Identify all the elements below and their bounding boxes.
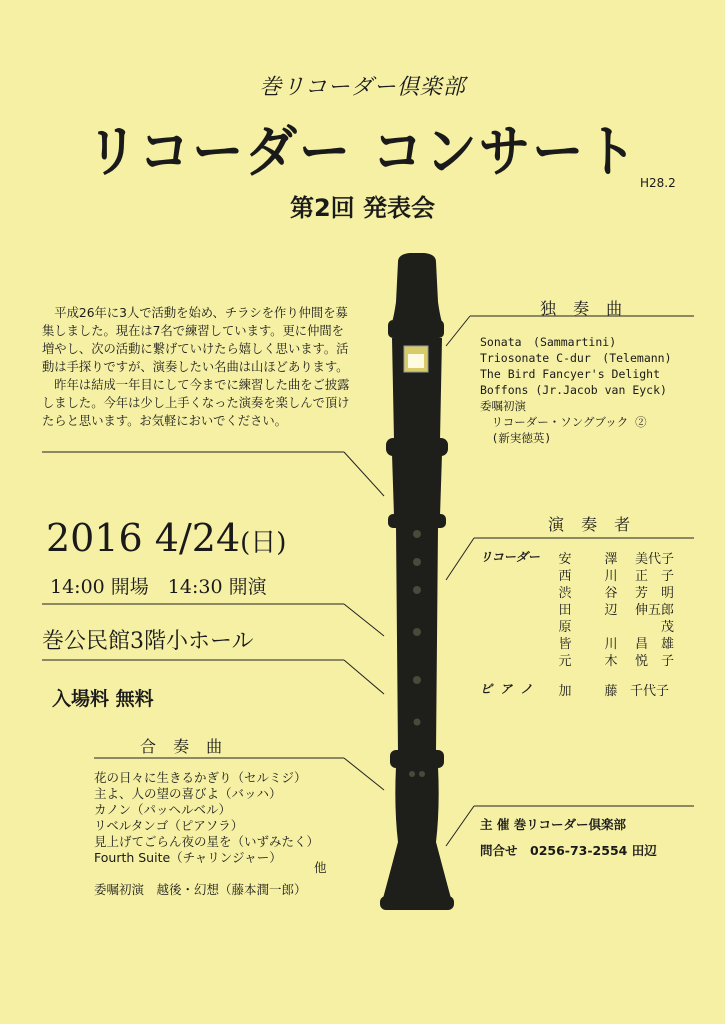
- list-item: 委嘱初演: [480, 399, 526, 413]
- list-item: Boffons (Jr.Jacob van Eyck): [480, 383, 667, 397]
- leader-line: [344, 452, 384, 496]
- list-item: 花の日々に生きるかぎり（セルミジ）: [94, 770, 307, 785]
- list-item: 主よ、人の望の喜びよ（バッハ）: [94, 786, 282, 801]
- ensemble-etc: 他: [314, 860, 327, 875]
- concert-title: リコーダー コンサート: [86, 120, 639, 185]
- intro-paragraph: 平成26年に3人で活動を始め、チラシを作り仲間を募集しました。現在は7名で練習しています。更に仲間を増やし、次の活動に繋げていけたら嬉しく思います。活動は手探りですが、演奏したい名曲は山ほどあります。: [42, 306, 349, 374]
- leader-line: [446, 806, 474, 846]
- performer-surname-1: 加: [558, 684, 572, 699]
- performer-surname-2: 藤: [604, 684, 618, 699]
- list-item: リベルタンゴ（ピアソラ）: [94, 818, 244, 833]
- leader-lines: [42, 316, 694, 846]
- performer-given: 千代子: [630, 684, 670, 699]
- event-time: 14:00 開場 14:30 開演: [50, 576, 267, 598]
- club-name: 巻リコーダー倶楽部: [259, 75, 466, 100]
- performer-surname-1: 田: [558, 603, 572, 618]
- organizer-host: 主 催 巻リコーダー倶楽部: [480, 817, 626, 832]
- list-item: 見上げてごらん夜の星を（いずみたく）: [94, 834, 320, 849]
- performer-surname-1: 皆: [558, 637, 572, 652]
- list-item: Sonata (Sammartini): [480, 335, 617, 349]
- leader-line: [344, 758, 384, 790]
- performer-surname-1: 元: [558, 654, 572, 669]
- event-day-of-week: (日): [240, 528, 287, 558]
- list-item: The Bird Fancyer's Delight: [480, 367, 661, 381]
- solo-heading: 独 奏 曲: [540, 299, 629, 318]
- performer-given: 悦 子: [634, 654, 674, 669]
- organizer-contact: 問合せ 0256-73-2554 田辺: [480, 843, 657, 858]
- performer-surname-2: 木: [604, 654, 618, 669]
- performer-given: 伸五郎: [634, 603, 674, 618]
- performer-surname-1: 渋: [558, 586, 572, 601]
- event-venue: 巻公民館3階小ホール: [42, 629, 254, 654]
- performer-given: 茂: [660, 620, 674, 635]
- list-item: Triosonate C-dur (Telemann): [480, 351, 672, 365]
- leader-line: [344, 604, 384, 636]
- issue-date: H28.2: [640, 176, 676, 190]
- performers-heading: 演 奏 者: [548, 515, 637, 534]
- performer-surname-2: 川: [604, 569, 618, 584]
- list-item: リコーダー・ソングブック ②: [480, 415, 647, 429]
- ensemble-heading: 合 奏 曲: [140, 737, 229, 756]
- piano-label: ピ ア ノ: [480, 682, 535, 696]
- performer-surname-1: 原: [558, 620, 572, 635]
- leader-line: [446, 316, 470, 346]
- event-date-text: 2016 4/24: [46, 516, 241, 560]
- admission-fee: 入場料 無料: [52, 688, 154, 710]
- recorder-window: [404, 346, 428, 372]
- list-item: カノン（パッヘルベル）: [94, 802, 232, 817]
- list-item: (新実徳英): [480, 431, 552, 445]
- performer-given: 美代子: [634, 552, 674, 567]
- performer-surname-2: 川: [604, 637, 618, 652]
- performer-surname-1: 安: [558, 552, 572, 567]
- list-item: Fourth Suite（チャリンジャー）: [94, 850, 282, 865]
- performer-given: 昌 雄: [634, 637, 674, 652]
- performer-surname-2: 澤: [604, 552, 618, 567]
- list-item: 委嘱初演 越後・幻想（藤本潤一郎）: [94, 882, 307, 897]
- performer-given: 芳 明: [634, 586, 674, 601]
- performer-surname-2: 谷: [604, 586, 618, 601]
- performer-surname-2: 辺: [604, 603, 618, 618]
- intro-paragraph: 昨年は結成一年目にして今までに練習した曲をご披露しました。今年は少し上手くなった演奏を楽しんで頂けたらと思います。お気軽においでください。: [42, 378, 350, 428]
- concert-subtitle: 第2回 発表会: [289, 194, 436, 222]
- leader-line: [446, 538, 474, 580]
- recorder-label: リコーダー: [480, 550, 540, 564]
- performer-surname-1: 西: [558, 569, 572, 584]
- leader-line: [344, 660, 384, 694]
- performer-given: 正 子: [634, 569, 674, 584]
